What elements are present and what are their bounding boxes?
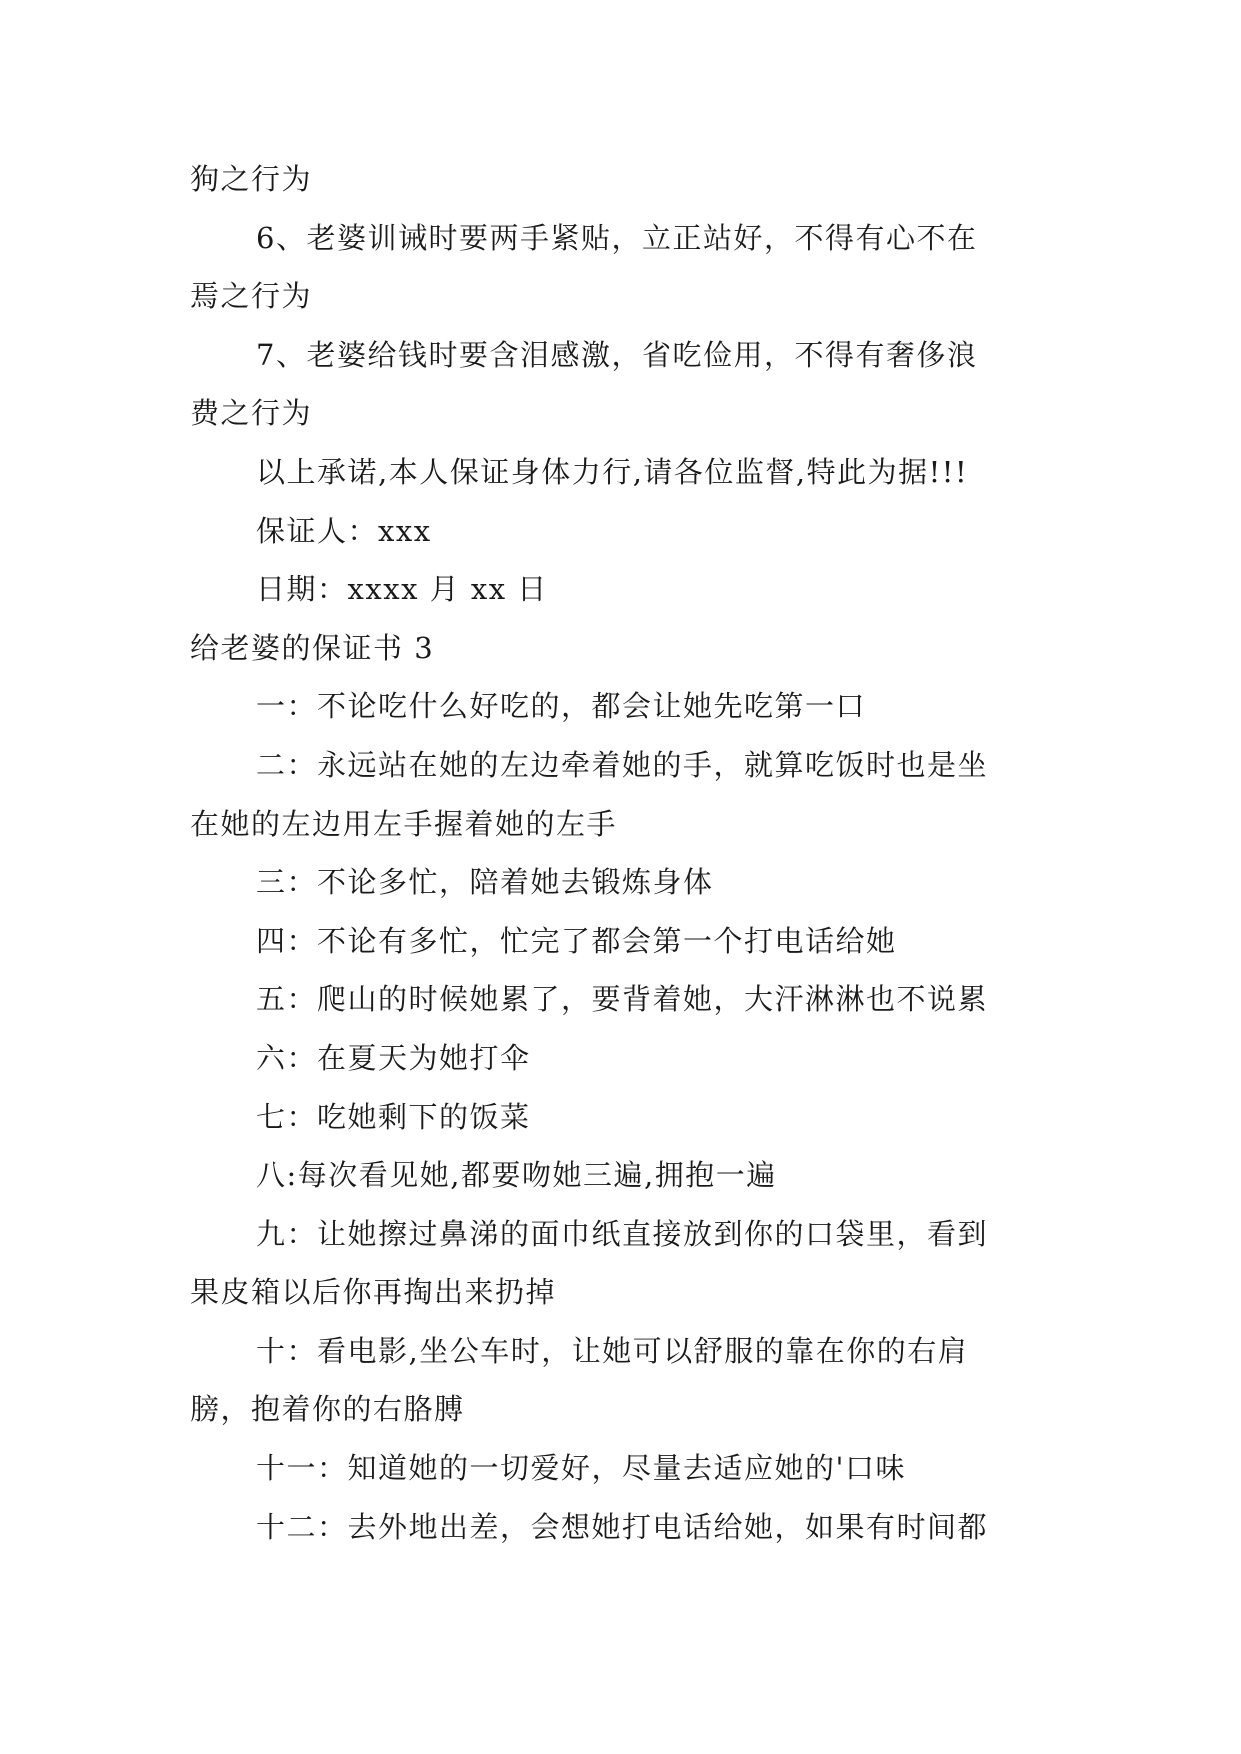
body-line: 费之行为 [190, 396, 313, 431]
body-line: 一：不论吃什么好吃的，都会让她先吃第一口 [256, 689, 867, 724]
body-line: 三：不论多忙，陪着她去锻炼身体 [256, 865, 714, 900]
body-line: 八:每次看见她,都要吻她三遍,拥抱一遍 [256, 1158, 777, 1193]
body-line: 7、老婆给钱时要含泪感激，省吃俭用，不得有奢侈浪 [256, 337, 978, 372]
body-line: 十二：去外地出差，会想她打电话给她，如果有时间都 [256, 1509, 989, 1544]
body-line: 狗之行为 [190, 162, 313, 196]
body-line: 以上承诺,本人保证身体力行,请各位监督,特此为据!!! [256, 454, 969, 489]
guarantor-line: 保证人：xxx [256, 513, 432, 548]
section-title: 给老婆的保证书 3 [190, 630, 435, 665]
body-line: 九：让她擦过鼻涕的面巾纸直接放到你的口袋里，看到 [256, 1216, 989, 1251]
date-line: 日期：xxxx 月 xx 日 [256, 572, 548, 607]
body-line: 十：看电影,坐公车时，让她可以舒服的靠在你的右肩 [256, 1333, 969, 1368]
body-line: 在她的左边用左手握着她的左手 [190, 806, 618, 841]
body-line: 二：永远站在她的左边牵着她的手，就算吃饭时也是坐 [256, 747, 989, 782]
body-line: 四：不论有多忙，忙完了都会第一个打电话给她 [256, 923, 897, 958]
body-line: 十一：知道她的一切爱好，尽量去适应她的'口味 [256, 1451, 906, 1486]
body-line: 膀，抱着你的右胳膊 [190, 1392, 465, 1427]
body-line: 焉之行为 [190, 279, 313, 314]
body-line: 七：吃她剩下的饭菜 [256, 1099, 531, 1134]
body-line: 果皮箱以后你再掏出来扔掉 [190, 1275, 557, 1310]
body-line: 6、老婆训诫时要两手紧贴，立正站好，不得有心不在 [256, 220, 978, 255]
body-line: 六：在夏天为她打伞 [256, 1040, 531, 1075]
document-body [190, 150, 1062, 1556]
body-line: 五：爬山的时候她累了，要背着她，大汗淋淋也不说累 [256, 982, 989, 1017]
